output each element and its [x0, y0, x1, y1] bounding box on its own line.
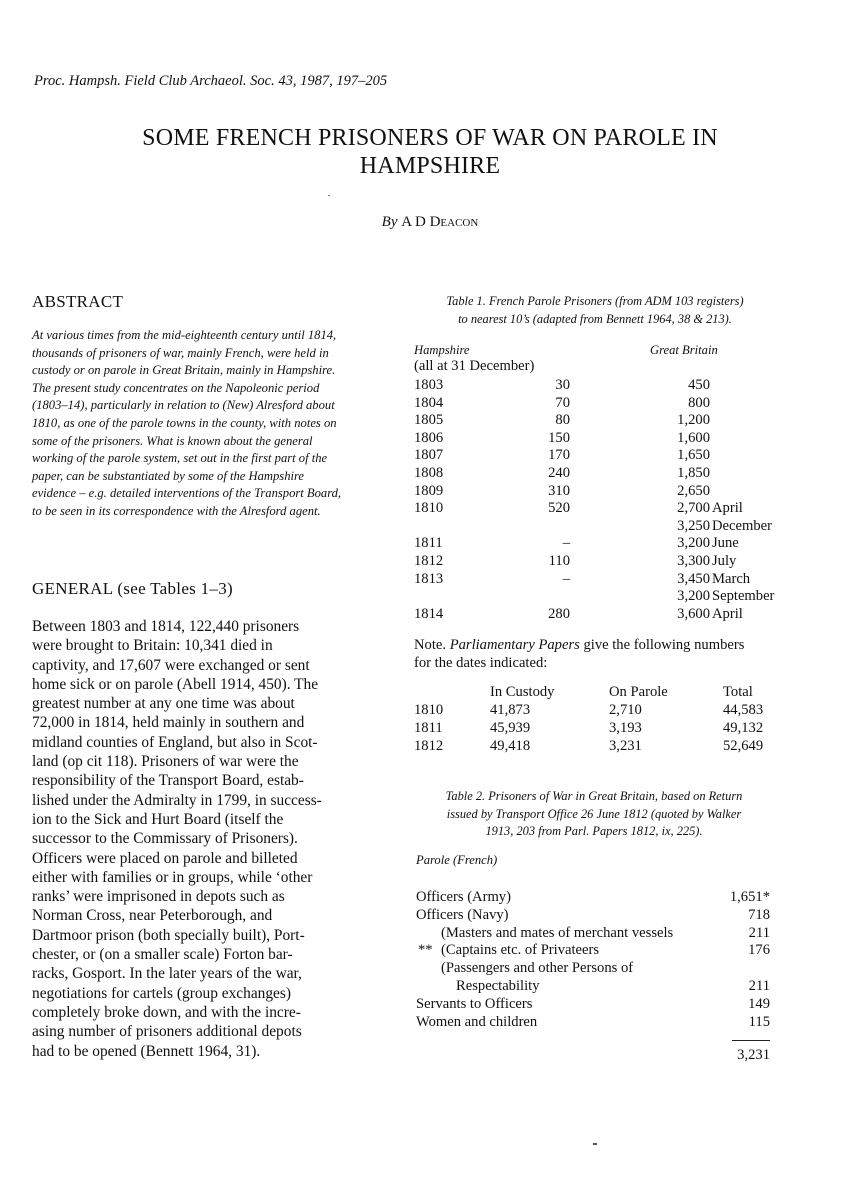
abstract-line: (1803–14), particularly in relation to (New) Alresford about: [32, 398, 335, 413]
general-line: chester, or (on a smaller scale) Forton bar-: [32, 946, 293, 964]
table1-year: 1811: [414, 535, 443, 551]
table1-hampshire-value: 170: [548, 447, 570, 463]
note-custody: 41,873: [490, 702, 531, 718]
abstract-line: some of the prisoners. What is known about the general: [32, 433, 313, 448]
general-line: Dartmoor prison (both specially built), Port-: [32, 926, 305, 944]
abstract-line: custody or on parole in Great Britain, mainly in Hampshire.: [32, 363, 336, 378]
note-year: 1812: [414, 738, 444, 754]
general-line: successor to the Commissary of Prisoners).: [32, 830, 298, 848]
table1-hampshire-value: 110: [548, 553, 570, 569]
table2-value: 211: [748, 978, 770, 994]
general-line: Norman Cross, near Peterborough, and: [32, 907, 273, 925]
general-line: asing number of prisoners additional depots: [32, 1023, 302, 1041]
table2-value: 115: [748, 1014, 770, 1030]
general-line: racks, Gosport. In the later years of the war,: [32, 965, 302, 983]
table2-value: 718: [748, 907, 770, 923]
general-line: midland counties of England, but also in Scot-: [32, 733, 318, 751]
general-line: responsibility of the Transport Board, estab-: [32, 772, 304, 790]
general-line: 72,000 in 1814, held mainly in southern and: [32, 714, 305, 732]
table1-month: April: [712, 606, 743, 622]
table1-gb-value: 3,200: [677, 588, 710, 604]
general-line: ranks’ were imprisoned in depots such as: [32, 888, 285, 906]
note-line-2: for the dates indicated:: [414, 655, 548, 671]
general-line: either with families or in groups, while ‘other: [32, 868, 313, 886]
table1-year: 1806: [414, 430, 444, 446]
note-column-header: In Custody: [490, 684, 555, 700]
general-line: negotiations for cartels (group exchanges): [32, 984, 291, 1002]
byline-prefix: By: [381, 214, 398, 230]
table2-value: 211: [748, 925, 770, 941]
table2-value: 149: [748, 996, 770, 1012]
table1-gb-value: 3,250: [677, 518, 710, 534]
general-line: home sick or on parole (Abell 1914, 450). The: [32, 675, 319, 693]
table1-month: September: [712, 588, 775, 604]
table1-hampshire-value: 70: [555, 395, 570, 411]
general-line: Officers were placed on parole and billeted: [32, 849, 298, 867]
table2-subheading: Parole (French): [416, 853, 498, 867]
table1-gb-value: 1,600: [677, 430, 710, 446]
table2-value: 1,651*: [729, 889, 770, 905]
note-year: 1810: [414, 702, 444, 718]
byline: [0, 214, 860, 231]
table2-value: 176: [748, 942, 770, 958]
note-parole: 3,193: [609, 720, 642, 736]
table1-caption-line-2: to nearest 10’s (adapted from Bennett 1964, 38 & 213).: [458, 311, 732, 326]
note-prefix: Note.: [414, 637, 447, 653]
table1-year: 1804: [414, 395, 444, 411]
table2-caption: [408, 788, 780, 841]
note-parole: 3,231: [609, 738, 642, 754]
table1-hampshire-value: 30: [555, 377, 570, 393]
general-text: [32, 617, 390, 1061]
general-line: Between 1803 and 1814, 122,440 prisoners: [32, 618, 300, 635]
journal-citation: Proc. Hampsh. Field Club Archaeol. Soc. 43, 1987, 197–205: [34, 73, 388, 89]
table1-month: March: [712, 571, 751, 587]
table1-year: 1807: [414, 447, 444, 463]
general-line: greatest number at any one time was about: [32, 695, 295, 713]
table1-month: April: [712, 500, 743, 516]
table1-hampshire-value: 310: [548, 483, 570, 499]
table1-gb-value: 800: [688, 395, 710, 411]
table1-gb-value: 1,650: [677, 447, 710, 463]
table2-label: Officers (Army): [416, 889, 511, 905]
note-total: 49,132: [723, 720, 764, 736]
speck: [328, 195, 330, 196]
note-custody: 45,939: [490, 720, 531, 736]
general-line: land (op cit 118). Prisoners of war were the: [32, 753, 299, 771]
table1-caption-line-1: Table 1. French Parole Prisoners (from ADM 103 registers): [446, 294, 744, 308]
table2-label: Officers (Navy): [416, 907, 509, 923]
abstract-line: evidence – e.g. detailed interventions of the Transport Board,: [32, 486, 342, 501]
table2-total-rule: [732, 1040, 770, 1041]
note-line1-rest: give the following numbers: [583, 637, 745, 653]
table1-year: 1805: [414, 412, 444, 428]
table1-caption: [410, 293, 780, 328]
table2-label: (Masters and mates of merchant vessels: [441, 925, 674, 941]
table2-caption-line-3: 1913, 203 from Parl. Papers 1812, ix, 225).: [485, 824, 703, 838]
table1-hampshire-value: 280: [548, 606, 570, 622]
table2-total: 3,231: [737, 1047, 770, 1063]
title-line-1: SOME FRENCH PRISONERS OF WAR ON PAROLE IN: [142, 125, 718, 151]
general-heading: GENERAL (see Tables 1–3): [32, 579, 233, 598]
general-line: completely broke down, and with the incre-: [32, 1003, 301, 1021]
table1-year: 1812: [414, 553, 444, 569]
note-year: 1811: [414, 720, 443, 736]
table1-hampshire-value: 150: [548, 430, 570, 446]
table1-year: 1809: [414, 483, 444, 499]
table1-hampshire-value: 80: [555, 412, 570, 428]
note-custody: 49,418: [490, 738, 531, 754]
table1-subheading: (all at 31 December): [414, 358, 535, 374]
table1-gb-value: 2,650: [677, 483, 710, 499]
table1-year: 1803: [414, 377, 444, 393]
note-column-header: Total: [723, 684, 753, 700]
table2-caption-line-2: issued by Transport Office 26 June 1812 (quoted by Walker: [446, 806, 742, 821]
table1-header-hampshire: Hampshire: [414, 343, 470, 357]
table1-hampshire-value: –: [562, 571, 570, 587]
abstract-line: paper, can be substantiated by some of the Hampshire: [32, 468, 305, 483]
abstract-line: At various times from the mid-eighteenth century until 1814,: [32, 328, 337, 342]
note-column-header: On Parole: [609, 684, 668, 700]
table1-hampshire-value: [500, 588, 570, 605]
table1-gb-value: 1,850: [677, 465, 710, 481]
table1-gb-value: 3,450: [677, 571, 710, 587]
abstract-line: to be seen in its correspondence with the Alresford agent.: [32, 503, 321, 518]
table1-gb-value: 3,600: [677, 606, 710, 622]
abstract-line: thousands of prisoners of war, mainly French, were held in: [32, 345, 329, 360]
table1-month: June: [712, 535, 739, 551]
note-source: Parliamentary Papers: [449, 637, 580, 653]
table1-month: July: [712, 553, 737, 569]
speck: [593, 1143, 597, 1145]
table2-label: Women and children: [416, 1014, 538, 1030]
table1-gb-value: 450: [688, 377, 710, 393]
table1-gb-value: 3,300: [677, 553, 710, 569]
abstract-line: The present study concentrates on the Napoleonic period: [32, 380, 320, 395]
table2-label: Servants to Officers: [416, 996, 533, 1012]
abstract-line: working of the parole system, set out in the first part of the: [32, 451, 328, 466]
table1-year: 1810: [414, 500, 444, 516]
table2-caption-line-1: Table 2. Prisoners of War in Great Britain, based on Return: [445, 789, 743, 803]
table1-year: 1813: [414, 571, 444, 587]
table2-marker: **: [418, 942, 433, 958]
general-line: were brought to Britain: 10,341 died in: [32, 637, 273, 655]
abstract-line: 1810, as one of the parole towns in the county, with notes on: [32, 415, 337, 430]
table1-gb-value: 1,200: [677, 412, 710, 428]
table1-hampshire-value: 520: [548, 500, 570, 516]
general-line: lished under the Admiralty in 1799, in success-: [32, 791, 322, 809]
title-line-2: HAMPSHIRE: [359, 153, 501, 179]
table1-gb-value: 3,200: [677, 535, 710, 551]
abstract-text: [32, 327, 392, 521]
note-total: 52,649: [723, 738, 764, 754]
table1-header-great-britain: Great Britain: [650, 343, 718, 357]
table1-hampshire-value: 240: [548, 465, 570, 481]
general-line: ion to the Sick and Hurt Board (itself the: [32, 810, 284, 828]
note-parole: 2,710: [609, 702, 642, 718]
table2-label: Respectability: [456, 978, 540, 994]
article-title: [0, 124, 860, 180]
table1-gb-value: 2,700: [677, 500, 710, 516]
note-paragraph: [414, 636, 784, 672]
general-line: had to be opened (Bennett 1964, 31).: [32, 1042, 261, 1060]
table2-label: (Captains etc. of Privateers: [441, 942, 600, 958]
general-line: captivity, and 17,607 were exchanged or sent: [32, 656, 310, 674]
abstract-heading: ABSTRACT: [32, 292, 124, 311]
table1-month: December: [712, 518, 772, 534]
table2-label: (Passengers and other Persons of: [441, 960, 634, 976]
table1-year: 1808: [414, 465, 444, 481]
author-name: A D Deacon: [401, 214, 479, 230]
table1-year: 1814: [414, 606, 444, 622]
note-total: 44,583: [723, 702, 764, 718]
table1-hampshire-value: [500, 518, 570, 535]
table1-hampshire-value: –: [562, 535, 570, 551]
